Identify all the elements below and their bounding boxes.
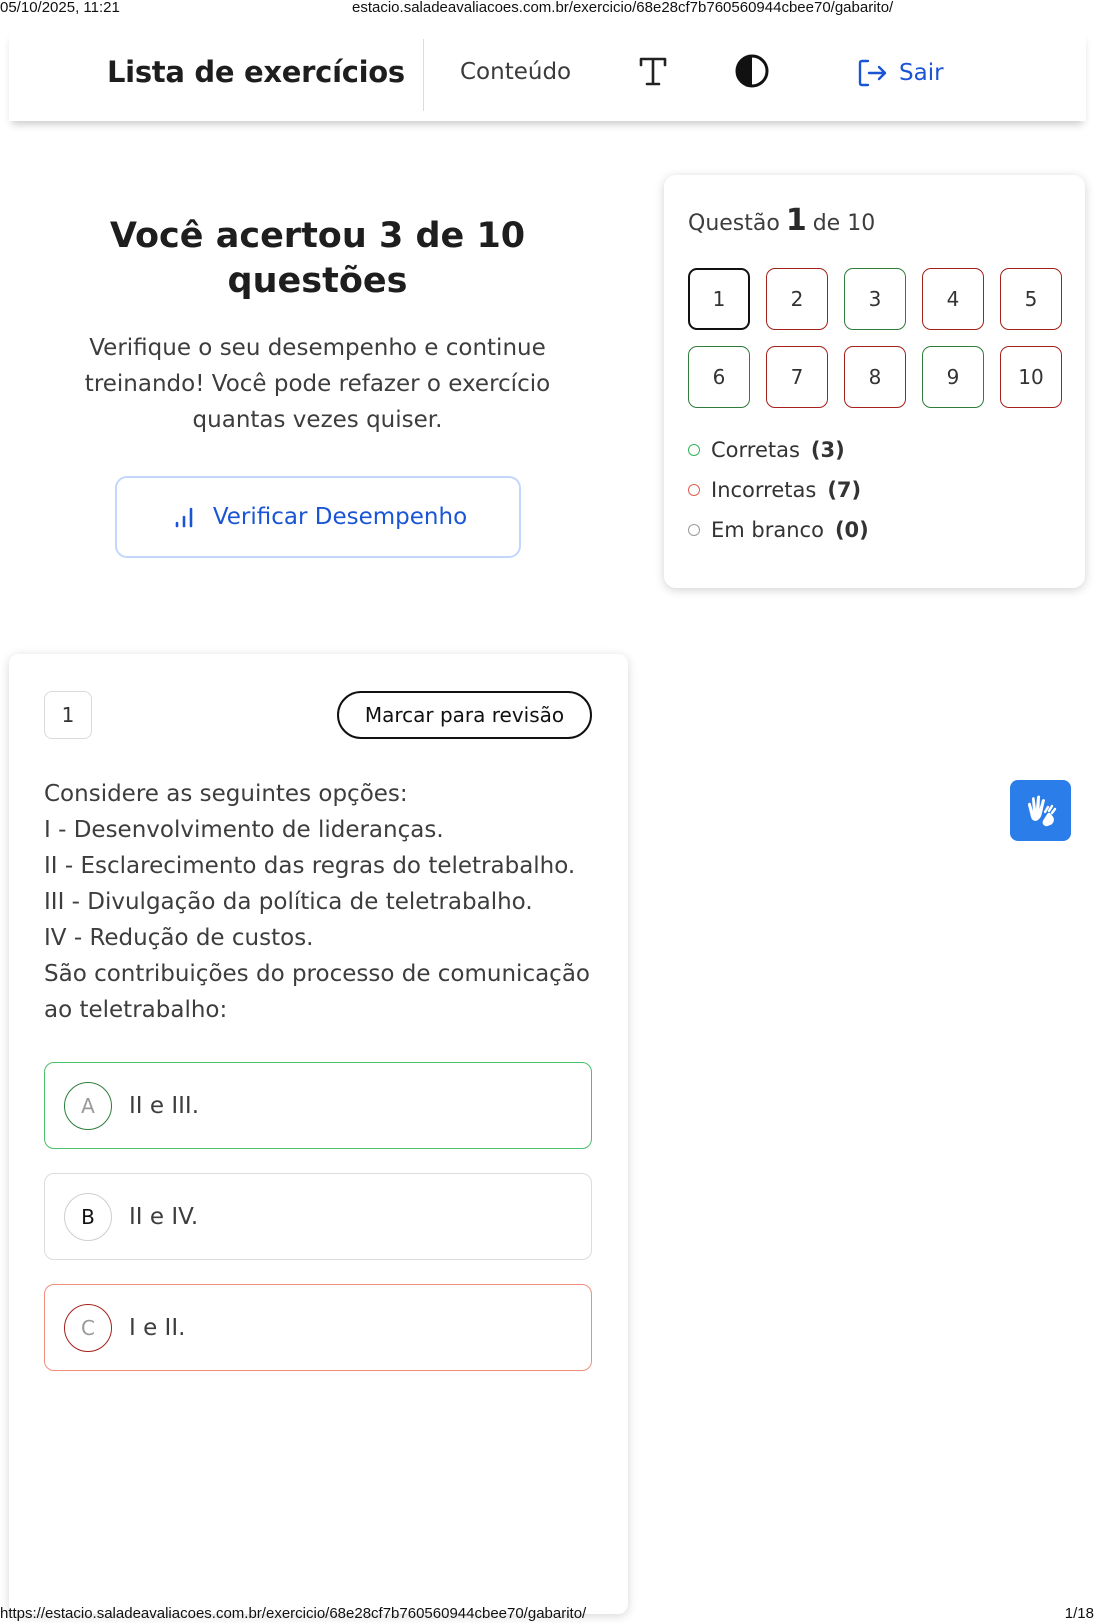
print-url: estacio.saladeavaliacoes.com.br/exercicio/68e28cf7b760560944cbee70/gabarito/ — [352, 0, 894, 16]
bar-chart-icon — [169, 502, 199, 532]
option-letter: B — [64, 1193, 112, 1241]
legend-blank — [688, 510, 869, 550]
logout-label: Sair — [899, 60, 944, 86]
option-letter: A — [64, 1082, 112, 1130]
sign-language-button[interactable] — [1010, 780, 1071, 841]
legend-incorrect — [688, 470, 869, 510]
question-card — [9, 654, 628, 1614]
legend-correct-count: (3) — [810, 438, 845, 462]
print-footer — [0, 1603, 1094, 1623]
question-counter-prefix: Questão — [688, 211, 780, 236]
result-subtitle: Verifique o seu desempenho e continue treinando! Você pode refazer o exercício quantas vezes quiser. — [84, 335, 551, 433]
statement-line: II - Esclarecimento das regras do teletrabalho. — [44, 853, 576, 879]
option-text: II e IV. — [129, 1203, 199, 1230]
question-grid — [688, 268, 1065, 408]
question-button-7[interactable]: 7 — [766, 346, 828, 408]
app-header — [9, 31, 1086, 121]
logout-icon — [855, 56, 889, 90]
mark-for-review-button[interactable]: Marcar para revisão — [337, 691, 592, 739]
option-text: I e II. — [129, 1314, 186, 1341]
verify-performance-button[interactable] — [115, 476, 521, 558]
print-date: 05/10/2025, 11:21 — [0, 0, 120, 16]
statement-line: III - Divulgação da política de teletrabalho. — [44, 889, 533, 915]
option-letter: C — [64, 1304, 112, 1352]
logout-button[interactable] — [855, 53, 944, 93]
question-number: 1 — [44, 691, 92, 739]
status-legend — [688, 430, 869, 550]
statement-line: I - Desenvolvimento de lideranças. — [44, 817, 444, 843]
result-title: Você acertou 3 de 10 questões — [109, 216, 526, 301]
question-statement — [44, 776, 604, 1028]
blank-dot-icon — [688, 524, 700, 536]
verify-performance-label: Verificar Desempenho — [212, 504, 468, 530]
print-header — [0, 0, 1094, 16]
question-counter — [688, 203, 875, 238]
question-button-2[interactable]: 2 — [766, 268, 828, 330]
correct-dot-icon — [688, 444, 700, 456]
question-button-8[interactable]: 8 — [844, 346, 906, 408]
question-button-5[interactable]: 5 — [1000, 268, 1062, 330]
option-b[interactable] — [44, 1173, 592, 1260]
contrast-icon[interactable] — [732, 51, 772, 91]
question-navigator — [664, 175, 1085, 588]
statement-line: Considere as seguintes opções: — [44, 781, 408, 807]
legend-correct-label: Corretas — [711, 438, 800, 462]
option-text: II e III. — [129, 1092, 199, 1119]
legend-blank-label: Em branco — [711, 518, 824, 542]
print-page-number: 1/18 — [1064, 1605, 1094, 1622]
page-title: Lista de exercícios — [107, 55, 405, 89]
question-button-9[interactable]: 9 — [922, 346, 984, 408]
sign-language-icon — [1021, 791, 1061, 831]
question-button-4[interactable]: 4 — [922, 268, 984, 330]
content-link[interactable]: Conteúdo — [460, 59, 572, 85]
header-divider — [423, 39, 424, 111]
option-c[interactable] — [44, 1284, 592, 1371]
question-button-3[interactable]: 3 — [844, 268, 906, 330]
print-footer-url: https://estacio.saladeavaliacoes.com.br/exercicio/68e28cf7b760560944cbee70/gabarito/ — [0, 1605, 587, 1622]
statement-line: IV - Redução de custos. — [44, 925, 314, 951]
question-button-6[interactable]: 6 — [688, 346, 750, 408]
legend-incorrect-label: Incorretas — [711, 478, 817, 502]
question-button-1[interactable]: 1 — [688, 268, 750, 330]
question-button-10[interactable]: 10 — [1000, 346, 1062, 408]
incorrect-dot-icon — [688, 484, 700, 496]
question-counter-current: 1 — [785, 203, 807, 238]
legend-correct — [688, 430, 869, 470]
option-a[interactable] — [44, 1062, 592, 1149]
statement-line: São contribuições do processo de comunicação ao teletrabalho: — [44, 961, 590, 1023]
question-counter-suffix: de 10 — [812, 211, 876, 236]
legend-incorrect-count: (7) — [827, 478, 862, 502]
font-size-icon[interactable] — [633, 51, 673, 91]
legend-blank-count: (0) — [834, 518, 869, 542]
